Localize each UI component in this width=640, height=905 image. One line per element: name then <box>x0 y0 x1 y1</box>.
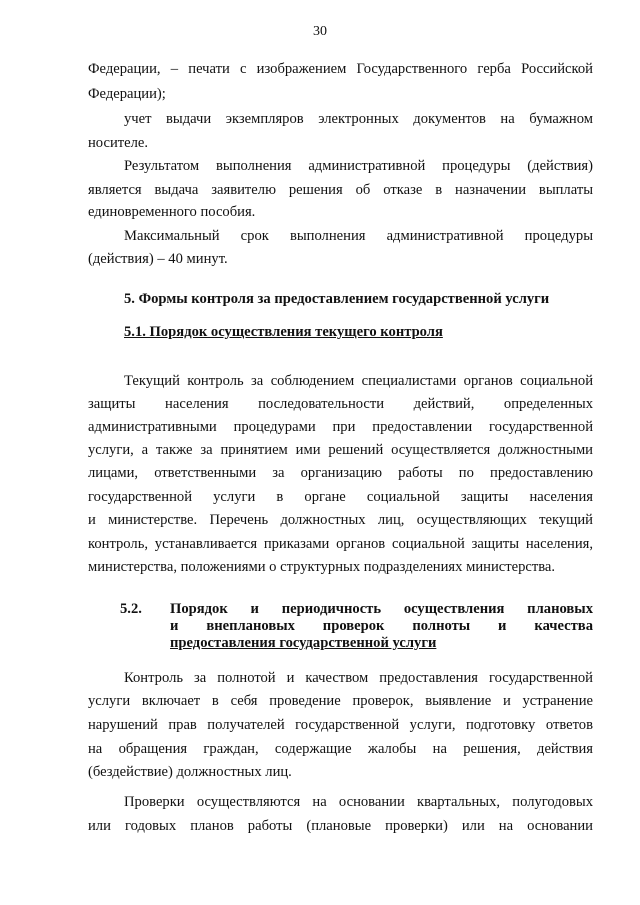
text-line: является выдача заявителю решения об отказе в назначении выплаты <box>88 182 593 198</box>
subsection-number: 5.2. <box>120 601 142 617</box>
text-line: защиты населения последовательности действий, определенных <box>88 396 593 412</box>
text-line: услуги, а также за принятием ими решений осуществляется должностными <box>88 442 593 458</box>
text-line: (бездействие) должностных лиц. <box>88 764 292 780</box>
text-line: лицами, ответственными за организацию работы по предоставлению <box>88 465 593 481</box>
text-line: (действия) – 40 минут. <box>88 251 228 267</box>
text-line: носителе. <box>88 135 149 151</box>
text-line: и министерстве. Перечень должностных лиц, осуществляющих текущий <box>88 512 593 528</box>
text-line: Проверки осуществляются на основании квартальных, полугодовых <box>124 794 593 810</box>
text-line: контроль, устанавливается приказами органов социальной защиты населения, <box>88 536 593 552</box>
subsection-heading: 5.1. Порядок осуществления текущего контроля <box>124 324 443 340</box>
text-line: административными процедурами при предоставлении государственной <box>88 419 593 435</box>
text-line: Максимальный срок выполнения административной процедуры <box>124 228 593 244</box>
page-number: 30 <box>313 24 327 39</box>
text-line: министерства, положениями о структурных подразделениях министерства. <box>88 559 556 575</box>
text-line: услуги включает в себя проведение проверок, выявление и устранение <box>88 693 593 709</box>
section-heading: 5. Формы контроля за предоставлением государственной услуги <box>124 291 550 307</box>
text-line: на обращения граждан, содержащие жалобы на решения, действия <box>88 741 593 757</box>
text-line: Контроль за полнотой и качеством предоставления государственной <box>124 670 593 686</box>
text-line: Федерации); <box>88 86 166 102</box>
subsection-heading-line: Порядок и периодичность осуществления плановых <box>170 601 593 617</box>
subsection-heading-line: и внеплановых проверок полноты и качества <box>170 618 593 634</box>
subsection-heading-line: предоставления государственной услуги <box>170 635 437 651</box>
text-line: или годовых планов работы (плановые проверки) или на основании <box>88 818 593 834</box>
text-line: нарушений прав получателей государственной услуги, подготовку ответов <box>88 717 593 733</box>
text-line: учет выдачи экземпляров электронных документов на бумажном <box>124 111 593 127</box>
text-line: государственной услуги в органе социальной защиты населения <box>88 489 593 505</box>
text-line: единовременного пособия. <box>88 204 256 220</box>
text-line: Текущий контроль за соблюдением специалистами органов социальной <box>124 373 593 389</box>
text-line: Результатом выполнения административной процедуры (действия) <box>124 158 593 174</box>
text-line: Федерации, – печати с изображением Государственного герба Российской <box>88 61 593 77</box>
